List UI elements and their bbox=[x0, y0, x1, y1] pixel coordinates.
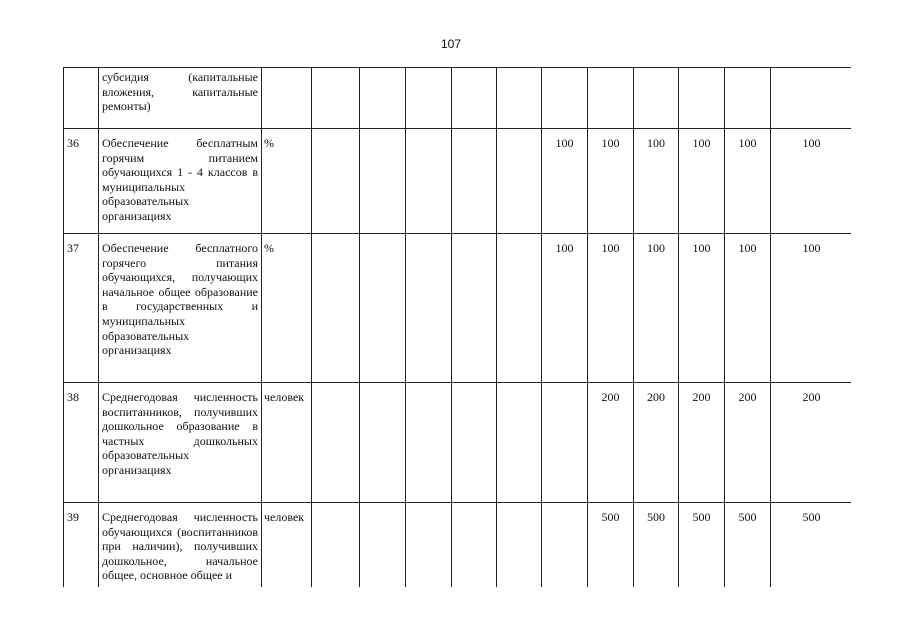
value-cell: 200 bbox=[771, 383, 852, 503]
value-cell: 500 bbox=[634, 503, 679, 588]
indicator-name-cell: Среднегодовая численность воспитанников, получивших дошкольное образование в частных дошкольных образовательных организациях bbox=[99, 383, 262, 503]
row-number-cell: 39 bbox=[64, 503, 99, 588]
value-cell bbox=[406, 383, 452, 503]
value-cell bbox=[406, 234, 452, 383]
value-cell bbox=[360, 503, 406, 588]
value-cell bbox=[406, 68, 452, 129]
value-cell bbox=[452, 503, 497, 588]
indicator-name-cell: Обеспечение бесплатным горячим питанием обучающихся 1 - 4 классов в муниципальных образовательных организациях bbox=[99, 129, 262, 234]
value-cell bbox=[360, 234, 406, 383]
value-cell: 200 bbox=[725, 383, 771, 503]
value-cell bbox=[452, 68, 497, 129]
row-number-cell: 38 bbox=[64, 383, 99, 503]
value-cell: 500 bbox=[679, 503, 725, 588]
value-cell: 100 bbox=[634, 234, 679, 383]
value-cell bbox=[452, 129, 497, 234]
unit-cell bbox=[262, 68, 312, 129]
page-number: 107 bbox=[440, 37, 462, 51]
row-number-cell bbox=[64, 68, 99, 129]
unit-cell: человек bbox=[262, 503, 312, 588]
value-cell: 100 bbox=[725, 234, 771, 383]
value-cell: 100 bbox=[771, 129, 852, 234]
indicator-name-cell: Среднегодовая численность обучающихся (воспитанников при наличии), получивших дошкольное, начальное общее, основное общее и bbox=[99, 503, 262, 588]
value-cell bbox=[679, 68, 725, 129]
table-row bbox=[64, 383, 852, 503]
value-cell bbox=[312, 503, 360, 588]
indicator-table bbox=[63, 67, 851, 587]
value-cell: 100 bbox=[679, 129, 725, 234]
row-number-cell: 36 bbox=[64, 129, 99, 234]
table-row bbox=[64, 234, 852, 383]
value-cell bbox=[771, 68, 852, 129]
value-cell bbox=[360, 129, 406, 234]
value-cell bbox=[497, 68, 542, 129]
value-cell bbox=[497, 503, 542, 588]
table-row bbox=[64, 68, 852, 129]
value-cell: 500 bbox=[725, 503, 771, 588]
value-cell: 200 bbox=[679, 383, 725, 503]
value-cell: 100 bbox=[634, 129, 679, 234]
value-cell bbox=[312, 129, 360, 234]
value-cell: 100 bbox=[588, 234, 634, 383]
indicator-name-cell: субсидия (капитальные вложения, капитальные ремонты) bbox=[99, 68, 262, 129]
value-cell: 200 bbox=[634, 383, 679, 503]
value-cell bbox=[497, 129, 542, 234]
value-cell bbox=[360, 383, 406, 503]
value-cell bbox=[497, 383, 542, 503]
value-cell bbox=[406, 503, 452, 588]
value-cell: 100 bbox=[679, 234, 725, 383]
value-cell: 500 bbox=[771, 503, 852, 588]
value-cell bbox=[360, 68, 406, 129]
value-cell bbox=[634, 68, 679, 129]
value-cell bbox=[452, 383, 497, 503]
value-cell bbox=[452, 234, 497, 383]
indicator-name-cell: Обеспечение бесплатного горячего питания обучающихся, получающих начальное общее образование в государственных и муниципальных образовательных организациях bbox=[99, 234, 262, 383]
value-cell bbox=[542, 383, 588, 503]
value-cell bbox=[542, 68, 588, 129]
value-cell: 100 bbox=[588, 129, 634, 234]
value-cell bbox=[312, 68, 360, 129]
unit-cell: % bbox=[262, 234, 312, 383]
value-cell: 100 bbox=[542, 129, 588, 234]
value-cell bbox=[406, 129, 452, 234]
value-cell bbox=[312, 383, 360, 503]
value-cell: 100 bbox=[542, 234, 588, 383]
value-cell bbox=[542, 503, 588, 588]
row-number-cell: 37 bbox=[64, 234, 99, 383]
value-cell: 100 bbox=[771, 234, 852, 383]
table-row bbox=[64, 129, 852, 234]
value-cell: 200 bbox=[588, 383, 634, 503]
value-cell bbox=[725, 68, 771, 129]
indicator-table-frame bbox=[63, 67, 851, 587]
value-cell bbox=[497, 234, 542, 383]
unit-cell: человек bbox=[262, 383, 312, 503]
value-cell: 100 bbox=[725, 129, 771, 234]
table-row bbox=[64, 503, 852, 588]
value-cell bbox=[312, 234, 360, 383]
value-cell bbox=[588, 68, 634, 129]
value-cell: 500 bbox=[588, 503, 634, 588]
unit-cell: % bbox=[262, 129, 312, 234]
